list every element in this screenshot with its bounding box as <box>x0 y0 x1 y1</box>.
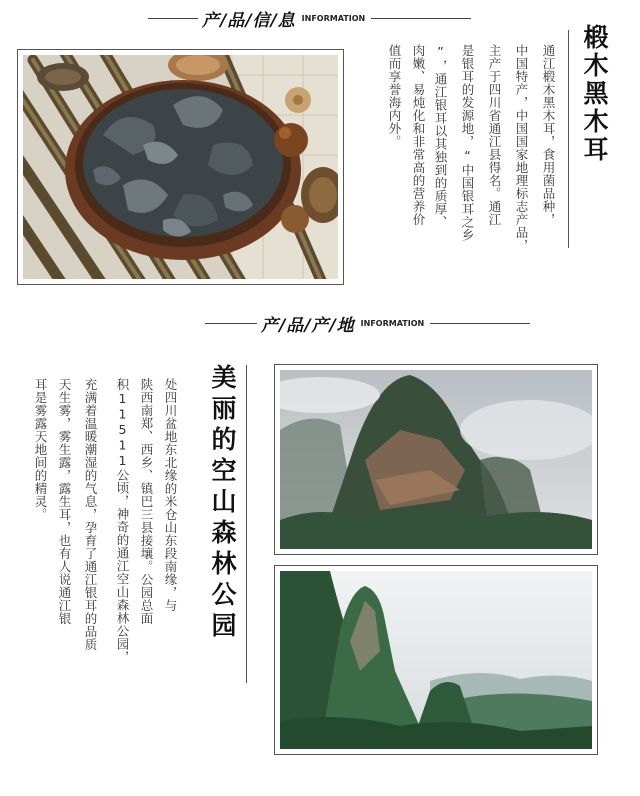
section1-divider <box>568 30 569 248</box>
section2-body-col-5: 天生雾，雾生露，露生耳，也有人说通江银 <box>57 378 72 625</box>
chestnut <box>274 123 308 157</box>
header-line-left <box>148 18 198 19</box>
fungus-photo-frame <box>17 49 344 285</box>
section1-body-col-2: 中国特产，中国国家地理标志产品， <box>514 44 529 252</box>
section2-body-col-1: 处四川盆地东北缘的米仓山东段南缘，与 <box>163 378 178 612</box>
section1-body-col-3: 主产于四川省通江县得名。通江 <box>487 44 502 226</box>
section1-body-col-7: 值而享誉海内外。 <box>387 44 402 148</box>
section1-body-col-4: 是银耳的发源地，“中国银耳之乡 <box>460 44 475 242</box>
section2-body-col-3: 积11511公顷，神奇的通江空山森林公园， <box>115 378 130 664</box>
header-line-left <box>205 323 257 324</box>
fungus-illustration <box>23 55 338 279</box>
section2-header <box>205 311 530 336</box>
section2-heading: 美丽的空山森林公园 <box>208 364 237 643</box>
section1-subtitle: INFORMATION <box>301 14 366 23</box>
header-line-right <box>430 323 530 324</box>
cliff-photo <box>280 370 592 549</box>
section2-body-col-4: 充满着温暖潮湿的气息，孕育了通江银耳的品质 <box>83 378 98 651</box>
section2-divider <box>246 365 247 683</box>
section2-title: 产/品/产/地 <box>261 316 355 336</box>
section2-body-col-2: 陕西南郑、西乡、镇巴三县接壤。公园总面 <box>139 378 154 625</box>
cliff-photo-frame <box>274 364 598 555</box>
section1-body-col-5: ”，通江银耳以其独到的质厚、 <box>433 44 448 229</box>
forest-peaks-illustration <box>280 571 592 749</box>
section1-body-col-6: 肉嫩、易炖化和非常高的营养价 <box>411 44 426 226</box>
misty-cliff-illustration <box>280 370 592 549</box>
section1-body-col-1: 通江椴木黑木耳，食用菌品种， <box>541 44 556 226</box>
section2-body-col-6: 耳是雾露天地间的精灵。 <box>33 378 48 521</box>
section1-heading: 椴木黑木耳 <box>580 24 609 164</box>
section1-header <box>148 6 471 31</box>
section2-subtitle: INFORMATION <box>360 319 425 328</box>
forest-photo <box>280 571 592 749</box>
section1-title: 产/品/信/息 <box>202 11 296 31</box>
forest-photo-frame <box>274 565 598 755</box>
fungus-photo <box>23 55 338 279</box>
header-line-right <box>371 18 471 19</box>
black-fungus-pile <box>83 89 283 237</box>
